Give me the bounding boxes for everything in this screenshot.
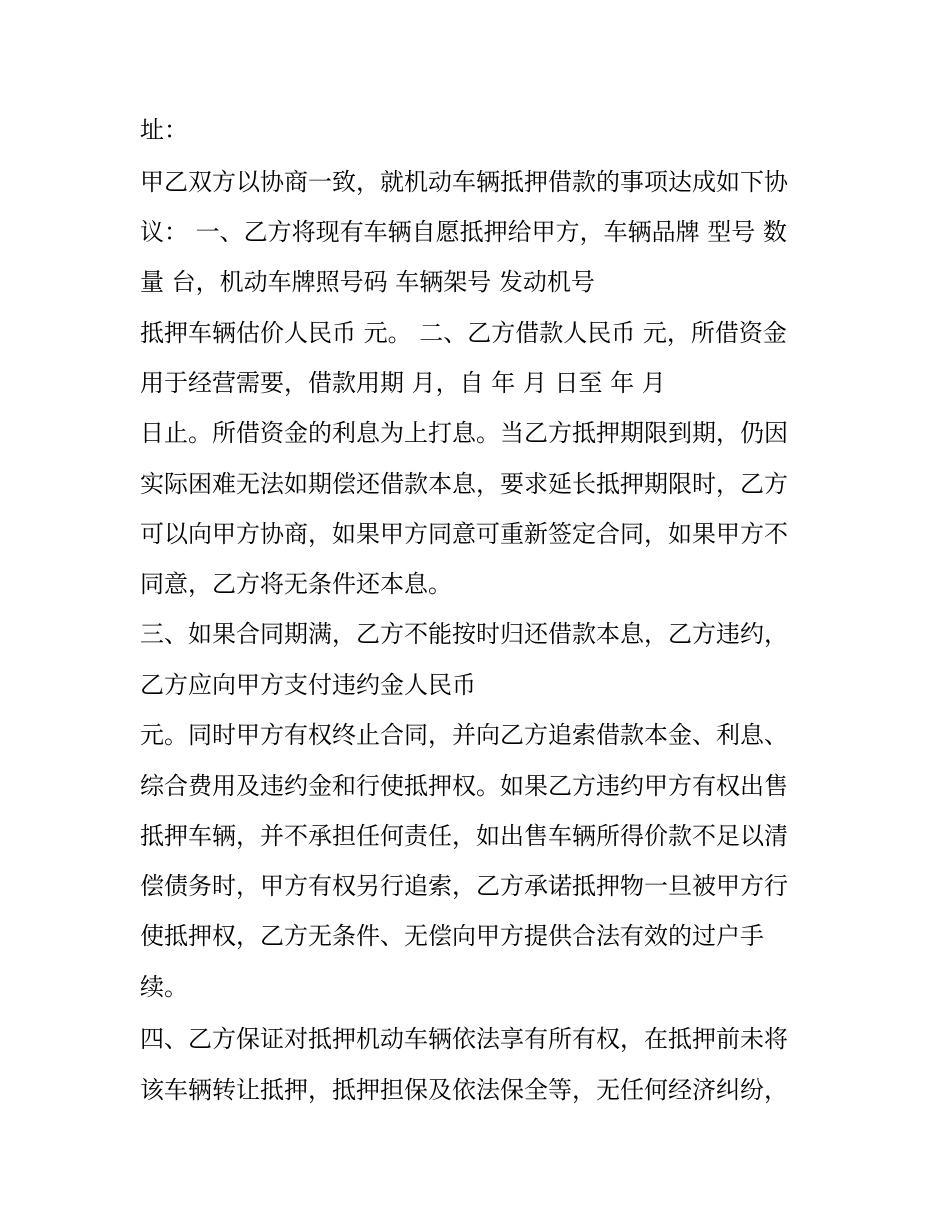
- text-line: 四、乙方保证对抵押机动车辆依法享有所有权，在抵押前未将: [140, 1025, 788, 1053]
- text-line: 续。: [140, 973, 188, 1001]
- text-line: 用于经营需要，借款用期 月，自 年 月 日至 年 月: [140, 369, 666, 397]
- text-line: 偿债务时，甲方有权另行追索，乙方承诺抵押物一旦被甲方行: [140, 872, 788, 900]
- text-line: 日止。所借资金的利息为上打息。当乙方抵押期限到期，仍因: [140, 419, 788, 447]
- text-line: 三、如果合同期满，乙方不能按时归还借款本息，乙方违约，: [140, 620, 788, 648]
- text-line: 乙方应向甲方支付违约金人民币: [140, 671, 476, 699]
- text-line: 可以向甲方协商，如果甲方同意可重新签定合同，如果甲方不: [140, 520, 788, 548]
- text-line: 实际困难无法如期偿还借款本息，要求延长抵押期限时，乙方: [140, 470, 788, 498]
- text-line: 该车辆转让抵押，抵押担保及依法保全等，无任何经济纠纷，: [140, 1076, 788, 1104]
- text-line: 同意，乙方将无条件还本息。: [140, 570, 452, 598]
- text-line: 量 台，机动车牌照号码 车辆架号 发动机号: [140, 268, 595, 296]
- text-line: 抵押车辆，并不承担任何责任，如出售车辆所得价款不足以清: [140, 822, 788, 850]
- text-line: 议： 一、乙方将现有车辆自愿抵押给甲方，车辆品牌 型号 数: [140, 218, 787, 246]
- text-line: 元。同时甲方有权终止合同，并向乙方追索借款本金、利息、: [140, 721, 788, 749]
- text-line: 抵押车辆估价人民币 元。 二、乙方借款人民币 元，所借资金: [140, 319, 787, 347]
- text-line: 综合费用及违约金和行使抵押权。如果乙方违约甲方有权出售: [140, 772, 788, 800]
- text-line: 使抵押权，乙方无条件、无偿向甲方提供合法有效的过户手: [140, 922, 764, 950]
- text-line: 址：: [140, 116, 188, 144]
- text-line: 甲乙双方以协商一致，就机动车辆抵押借款的事项达成如下协: [140, 168, 788, 196]
